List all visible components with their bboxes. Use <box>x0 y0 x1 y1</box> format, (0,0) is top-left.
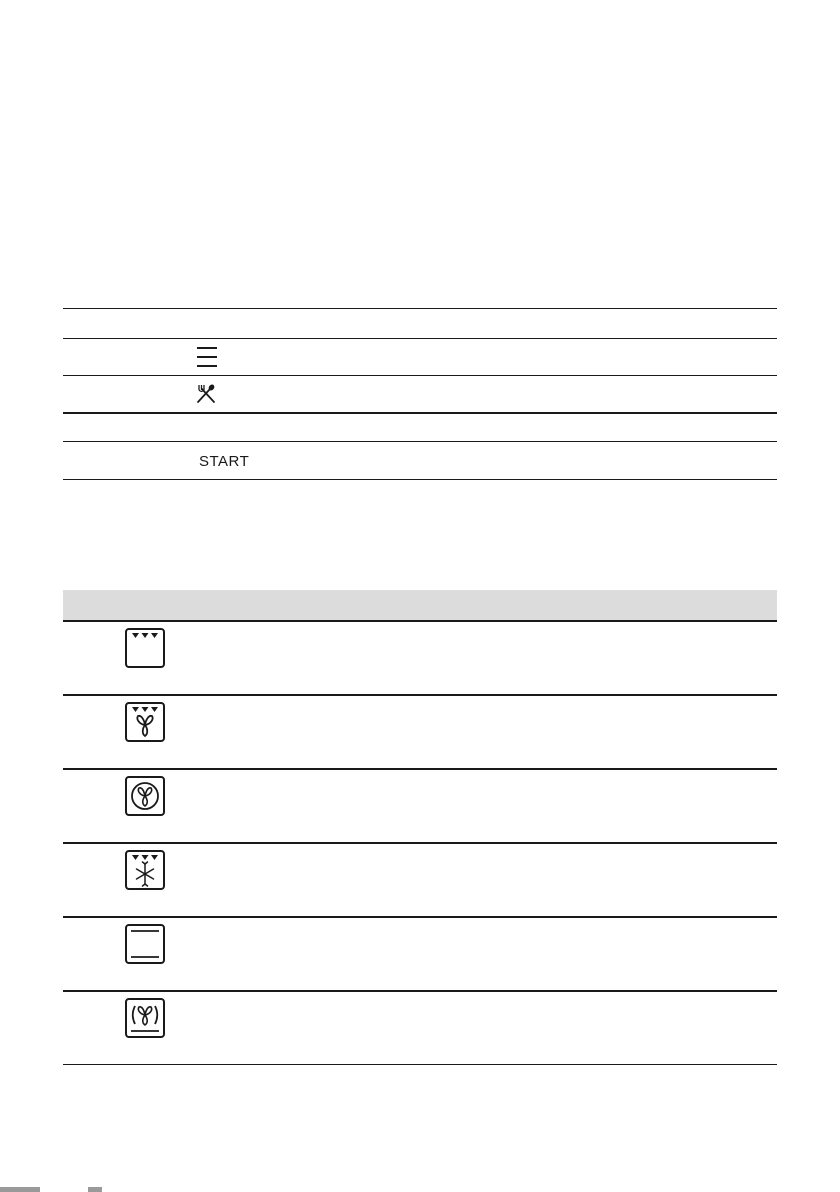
footer-fragment <box>0 1187 40 1192</box>
table-rule <box>63 842 777 844</box>
table-rule <box>63 375 777 376</box>
top-bottom-heat-icon <box>124 923 166 965</box>
start-label: START <box>199 453 250 470</box>
table-rule <box>63 694 777 696</box>
table-rule <box>63 990 777 992</box>
table-rule <box>63 479 777 480</box>
table-rule <box>63 768 777 770</box>
table-rule <box>63 308 777 309</box>
table-header <box>63 590 777 621</box>
top-heat-defrost-icon <box>124 849 166 891</box>
fan-circle-icon <box>124 775 166 817</box>
table-rule <box>63 441 777 442</box>
top-heat-fan-icon <box>124 701 166 743</box>
footer-fragment <box>88 1187 102 1192</box>
table-rule <box>63 412 777 414</box>
top-heat-icon <box>124 627 166 669</box>
table-rule <box>63 338 777 339</box>
menu-icon <box>195 346 219 368</box>
table-rule <box>63 620 777 622</box>
table-rule <box>63 916 777 918</box>
table-rule <box>63 1064 777 1065</box>
fork-spoon-icon <box>195 383 217 405</box>
fan-bottom-heat-icon <box>124 997 166 1039</box>
